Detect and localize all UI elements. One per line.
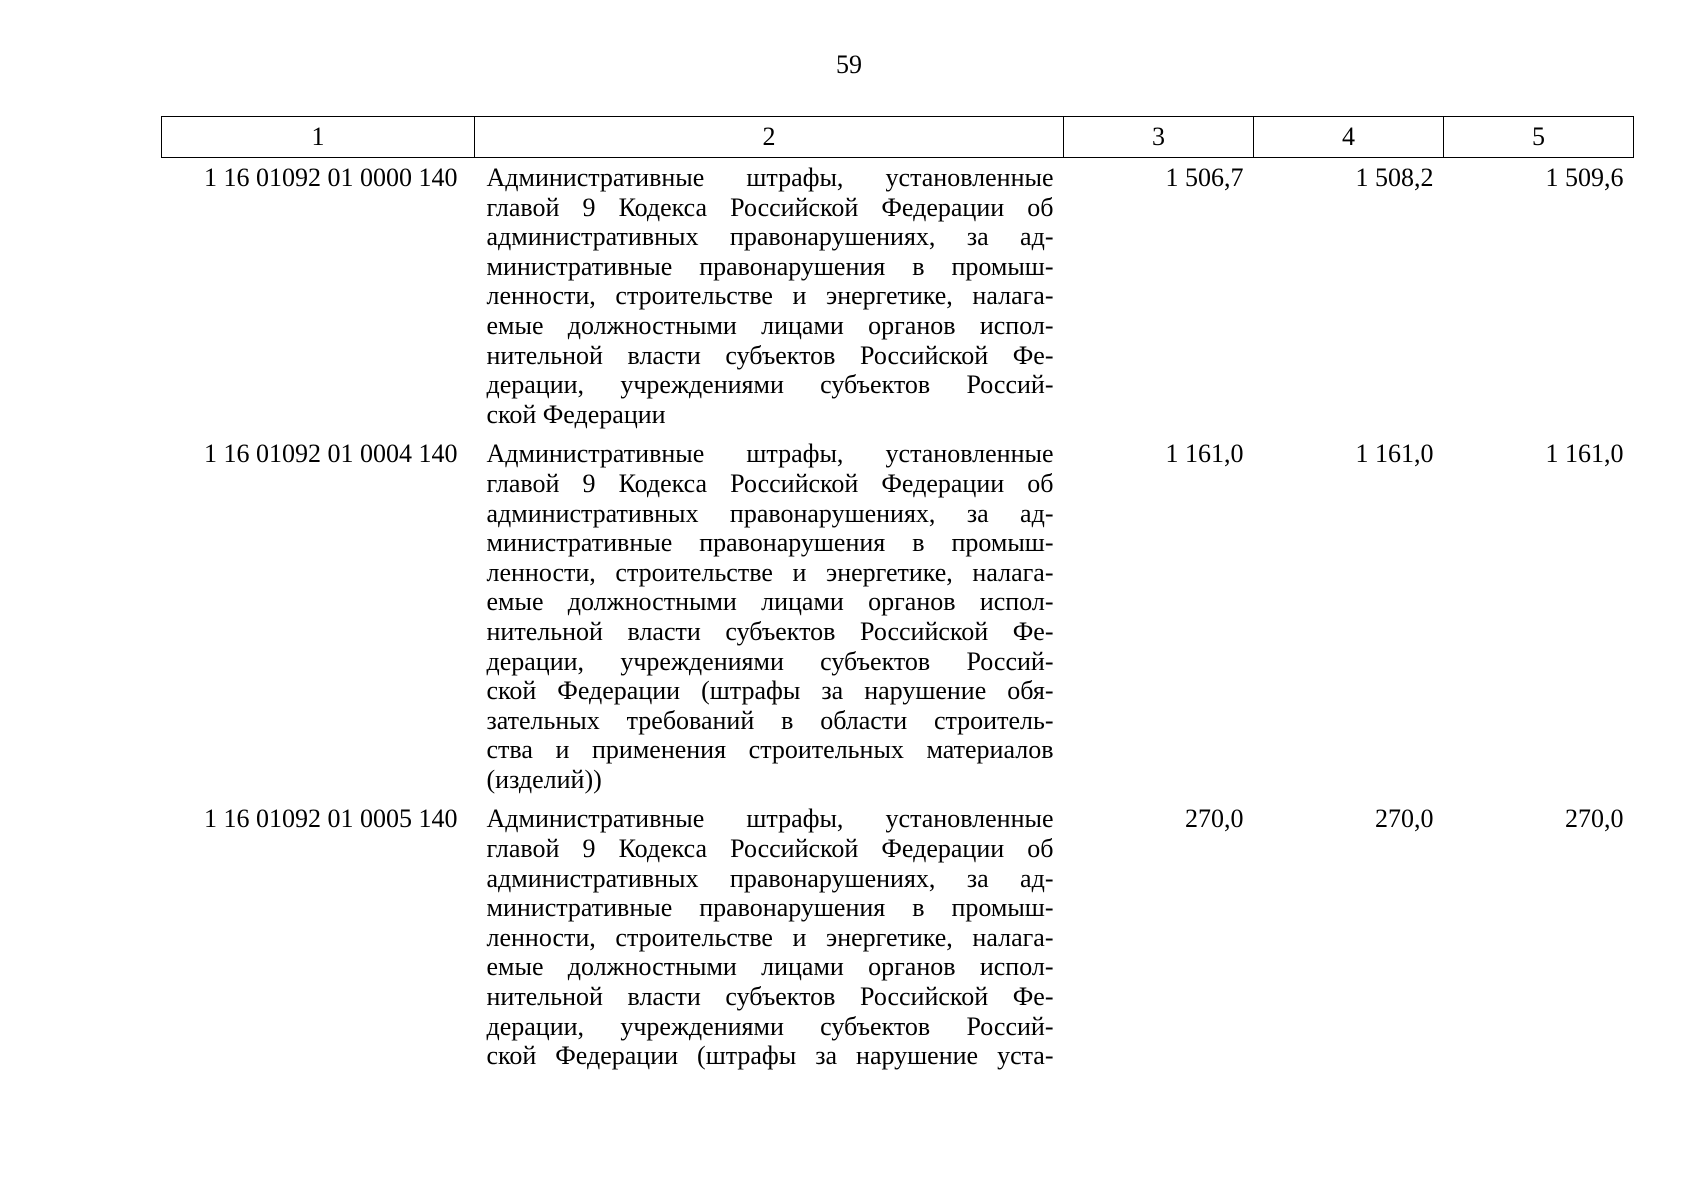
description-line: дерации, учреждениями субъектов Россий- bbox=[486, 370, 1054, 400]
description-line: ства и применения строительных материалов bbox=[486, 735, 1054, 765]
budget-code: 1 16 01092 01 0005 140 bbox=[204, 804, 458, 834]
description-line: Административные штрафы, установленные bbox=[486, 163, 1054, 192]
description-line: нительной власти субъектов Российской Фе- bbox=[486, 340, 1054, 370]
value-col-5: 1 509,6 bbox=[1545, 163, 1624, 192]
description-line: нительной власти субъектов Российской Фе- bbox=[486, 982, 1054, 1012]
description-line: ской Федерации (штрафы за нарушение обя- bbox=[486, 676, 1054, 706]
description-line: емые должностными лицами органов испол- bbox=[486, 310, 1054, 340]
description-line: зательных требований в области строитель- bbox=[486, 705, 1054, 735]
table-row bbox=[162, 158, 1634, 440]
description-line: главой 9 Кодекса Российской Федерации об bbox=[486, 468, 1054, 498]
header-col-1: 1 bbox=[162, 117, 475, 158]
description-line: ской Федерации bbox=[486, 399, 666, 429]
header-col-4: 4 bbox=[1254, 117, 1444, 158]
description-line: министративные правонарушения в промыш- bbox=[486, 893, 1054, 923]
description-line: нительной власти субъектов Российской Фе- bbox=[486, 616, 1054, 646]
budget-code: 1 16 01092 01 0000 140 bbox=[204, 163, 458, 192]
description-line: ской Федерации (штрафы за нарушение уста- bbox=[486, 1041, 1054, 1071]
description-line: Административные штрафы, установленные bbox=[486, 439, 1054, 469]
description-line: дерации, учреждениями субъектов Россий- bbox=[486, 646, 1054, 676]
value-col-3: 1 506,7 bbox=[1165, 163, 1244, 192]
value-col-5: 1 161,0 bbox=[1545, 439, 1624, 469]
table-row bbox=[162, 804, 1634, 1080]
value-col-4: 270,0 bbox=[1375, 804, 1434, 834]
description-line: министративные правонарушения в промыш- bbox=[486, 528, 1054, 558]
description-line: дерации, учреждениями субъектов Россий- bbox=[486, 1011, 1054, 1041]
budget-code: 1 16 01092 01 0004 140 bbox=[204, 439, 458, 469]
description-line: емые должностными лицами органов испол- bbox=[486, 587, 1054, 617]
header-col-3: 3 bbox=[1064, 117, 1254, 158]
description-line: административных правонарушениях, за ад- bbox=[486, 863, 1054, 893]
value-col-4: 1 161,0 bbox=[1355, 439, 1434, 469]
description-line: административных правонарушениях, за ад- bbox=[486, 222, 1054, 252]
description-line: главой 9 Кодекса Российской Федерации об bbox=[486, 192, 1054, 222]
description-line: министративные правонарушения в промыш- bbox=[486, 251, 1054, 281]
value-col-3: 1 161,0 bbox=[1165, 439, 1244, 469]
description-line: ленности, строительстве и энергетике, налага- bbox=[486, 922, 1054, 952]
description-line: ленности, строительстве и энергетике, налага- bbox=[486, 281, 1054, 311]
header-row bbox=[162, 117, 1634, 158]
header-col-5: 5 bbox=[1444, 117, 1634, 158]
description-line: емые должностными лицами органов испол- bbox=[486, 952, 1054, 982]
description-line: административных правонарушениях, за ад- bbox=[486, 498, 1054, 528]
page-number: 59 bbox=[836, 50, 862, 79]
value-col-3: 270,0 bbox=[1185, 804, 1244, 834]
row-description bbox=[475, 158, 1064, 440]
description-line: главой 9 Кодекса Российской Федерации об bbox=[486, 834, 1054, 864]
value-col-4: 1 508,2 bbox=[1355, 163, 1434, 192]
description-line: ленности, строительстве и энергетике, налага- bbox=[486, 557, 1054, 587]
table-row bbox=[162, 439, 1634, 804]
row-description bbox=[475, 439, 1064, 804]
revenue-table bbox=[161, 116, 1634, 1081]
value-col-5: 270,0 bbox=[1565, 804, 1624, 834]
header-col-2: 2 bbox=[475, 117, 1064, 158]
description-line: Административные штрафы, установленные bbox=[486, 804, 1054, 834]
description-line: (изделий)) bbox=[486, 764, 602, 794]
table-header bbox=[162, 117, 1634, 158]
row-description bbox=[475, 804, 1064, 1080]
